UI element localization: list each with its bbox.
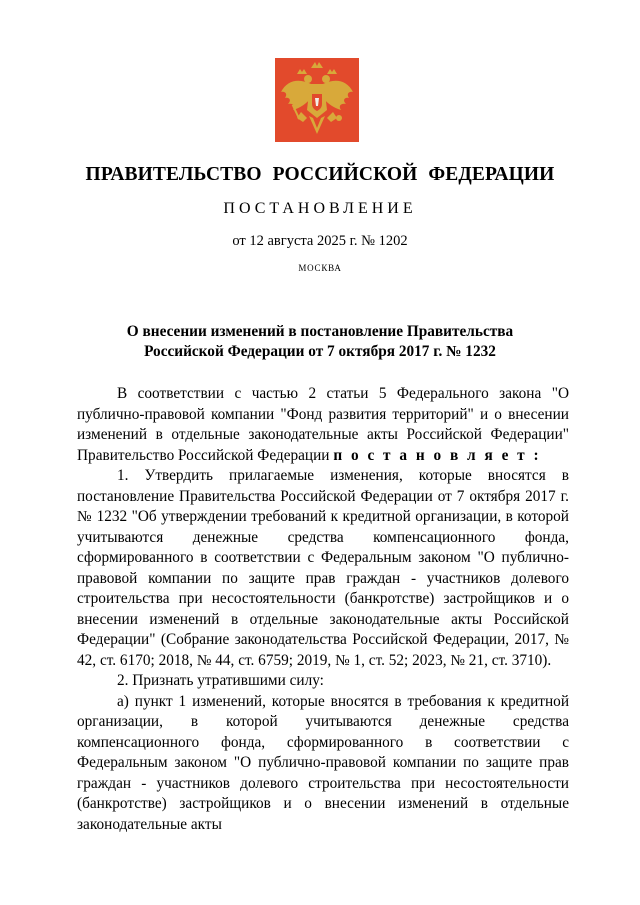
paragraph-item-1: 1. Утвердить прилагаемые изменения, которые вносятся в постановление Правительства Российской Федерации от 7 октября 2017 г. № 1232 "Об утверждении требований к кредитной организации, в которой учитываются денежные средства компенсационного фонда, сформированного в соответствии с Федеральным законом "О публично-правовой компании по защите прав граждан - участников долевого строительства при несостоятельности (банкротстве) застройщиков и о внесении изменений в отдельные законодательные акты Российской Федерации" (Собрание законодательства Российской Федерации, 2017, № 42, ст. 6170; 2018, № 44, ст. 6759; 2019, № 1, ст. 52; 2023, № 21, ст. 3710).	[77, 467, 569, 669]
document-type: ПОСТАНОВЛЕНИЕ	[223, 200, 417, 217]
paragraph-item-2a: а) пункт 1 изменений, которые вносятся в требования к кредитной организации, в которой учитываются денежные средства компенсационного фонда, сформированного в соответствии с Федеральным законом "О публично-правовой компании по защите прав граждан - участников долевого строительства при несостоятельности (банкротстве) застройщиков и о внесении изменений в отдельные законодательные акты	[77, 692, 569, 833]
document-subject	[60, 322, 580, 362]
subject-line-1: О внесении изменений в постановление Правительства	[126, 323, 514, 340]
intro-text: В соответствии с частью 2 статьи 5 Федерального закона "О публично-правовой компании "Фонд развития территорий" и о внесении изменений в отдельные законодательные акты Российской Федерации" Правительство Российской Федерации	[77, 385, 569, 464]
russian-coat-of-arms-icon	[275, 58, 359, 142]
document-body	[77, 384, 569, 835]
date-and-number: от 12 августа 2025 г. № 1202	[232, 233, 408, 249]
decree-word: п о с т а н о в л я е т :	[333, 446, 542, 464]
government-title: ПРАВИТЕЛЬСТВО РОССИЙСКОЙ ФЕДЕРАЦИИ	[85, 164, 555, 185]
intro-paragraph	[77, 384, 569, 466]
subject-line-2: Российской Федерации от 7 октября 2017 г. № 1232	[144, 343, 496, 360]
city: МОСКВА	[298, 263, 342, 273]
paragraph-item-2: 2. Признать утратившими силу:	[117, 672, 324, 689]
